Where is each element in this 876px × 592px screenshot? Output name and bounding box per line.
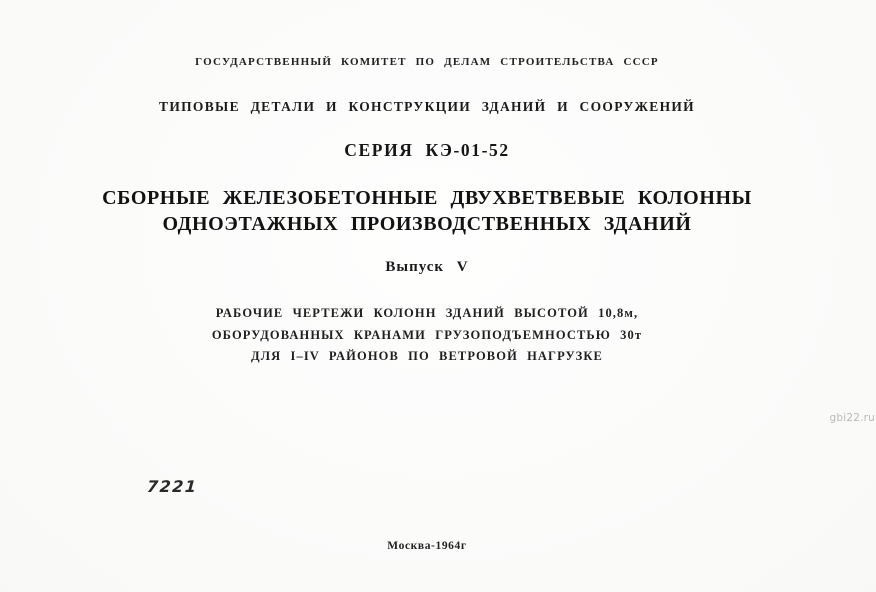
site-watermark: gbi22.ru (829, 412, 875, 424)
issue-label: Выпуск V (385, 259, 469, 275)
document-title-line2: ОДНОЭТАЖНЫХ ПРОИЗВОДСТВЕННЫХ ЗДАНИЙ (162, 213, 692, 235)
document-title-line1: СБОРНЫЕ ЖЕЛЕЗОБЕТОННЫЕ ДВУХВЕТВЕВЫЕ КОЛОННЫ (102, 187, 752, 209)
subtitle-block (0, 303, 854, 368)
subtitle-line1: РАБОЧИЕ ЧЕРТЕЖИ КОЛОНН ЗДАНИЙ ВЫСОТОЙ 10,8м, (215, 306, 639, 320)
inventory-number: 7221 (146, 477, 199, 496)
document-title (0, 185, 854, 237)
scan-artifact-specks (4, 582, 74, 588)
subtitle-line3: ДЛЯ I–IV РАЙОНОВ ПО ВЕТРОВОЙ НАГРУЗКЕ (251, 349, 603, 363)
committee-line: ГОСУДАРСТВЕННЫЙ КОМИТЕТ ПО ДЕЛАМ СТРОИТЕЛЬСТВА СССР (195, 56, 659, 68)
series-number: СЕРИЯ КЭ-01-52 (344, 140, 510, 160)
series-type-line: ТИПОВЫЕ ДЕТАЛИ И КОНСТРУКЦИИ ЗДАНИЙ И СООРУЖЕНИЙ (159, 99, 695, 114)
imprint-city-year: Москва-1964г (387, 540, 467, 552)
subtitle-line2: ОБОРУДОВАННЫХ КРАНАМИ ГРУЗОПОДЪЕМНОСТЬЮ 30т (211, 327, 643, 342)
